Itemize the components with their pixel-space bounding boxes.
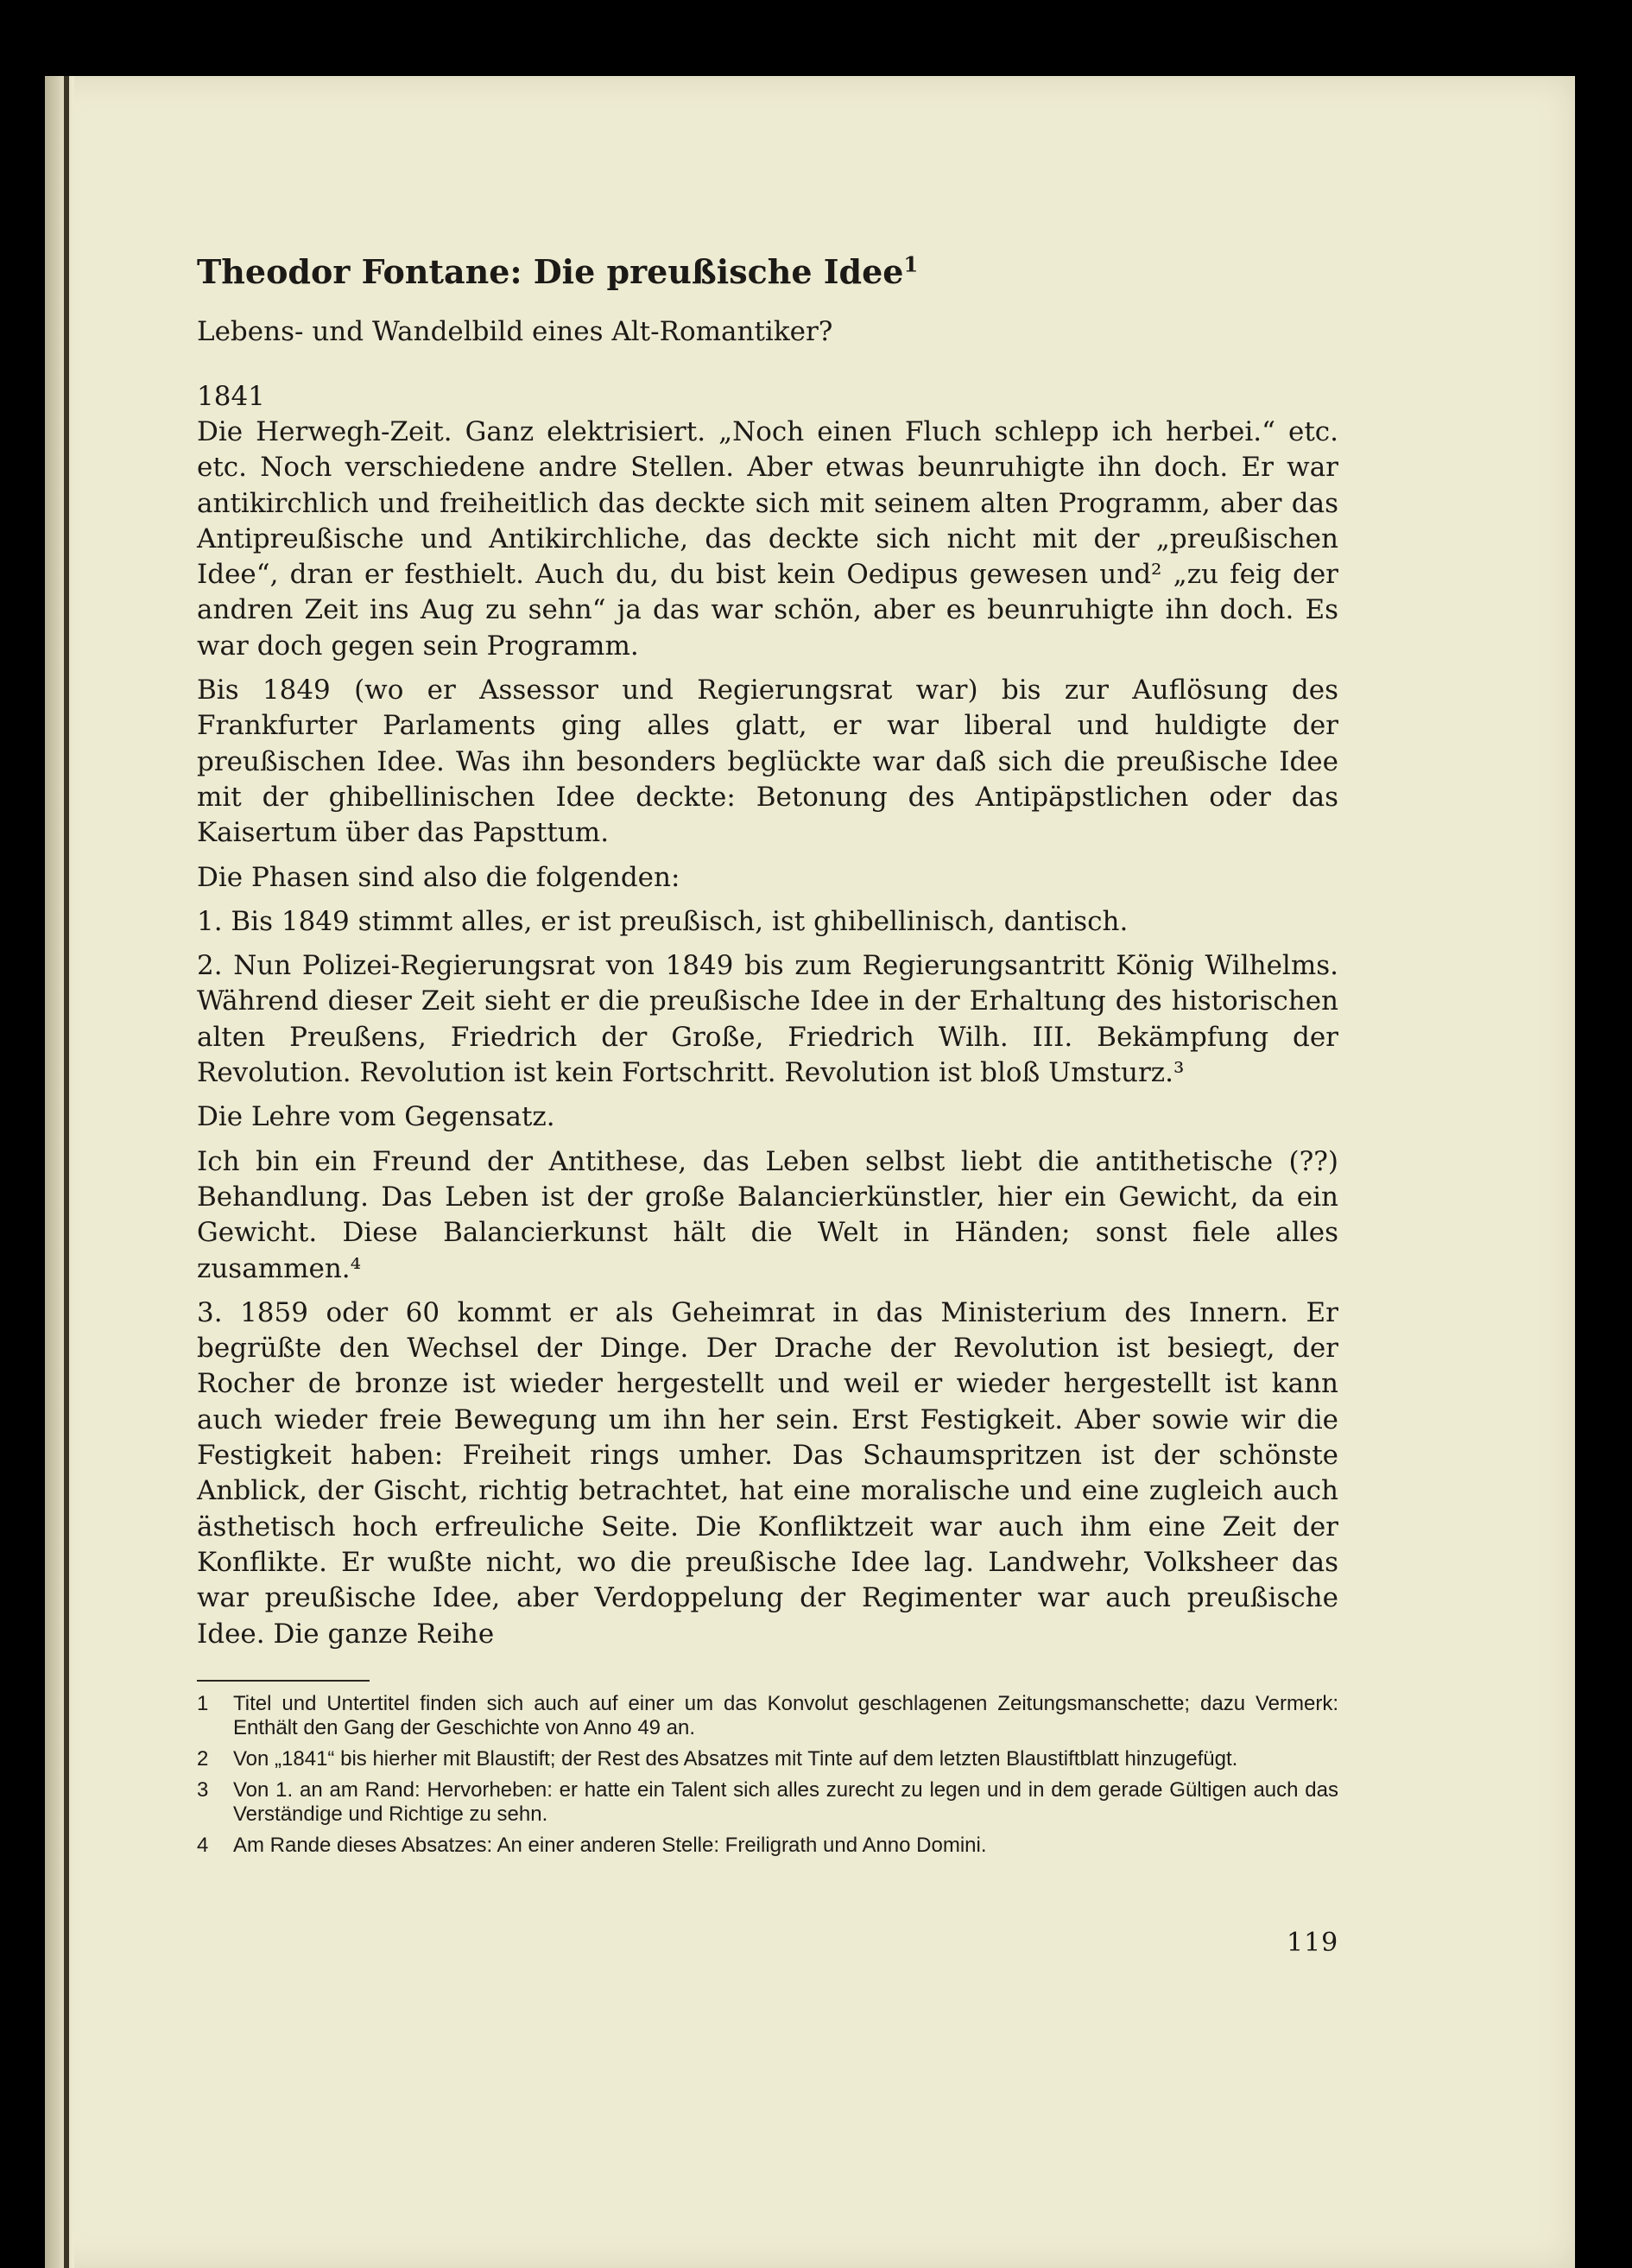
chapter-title-text: Theodor Fontane: Die preußische Idee [197, 252, 904, 291]
footnote-number: 1 [197, 1691, 209, 1715]
footnote [197, 1747, 1338, 1771]
paragraph: Bis 1849 (wo er Assessor und Regierungsrat war) bis zur Auflösung des Frankfurter Parlaments ging alles glatt, er war liberal und huldigte der preußischen Idee. Was ihn besonders beglückte war daß sich die preußische Idee mit der ghibellinischen Idee deckte: Betonung des Antipäpstlichen oder das Kaisertum über das Papsttum. [197, 675, 1338, 849]
chapter-subtitle: Lebens- und Wandelbild eines Alt-Romantiker? [197, 316, 833, 347]
title-footnote-mark: 1 [903, 251, 919, 277]
paragraph: Die Lehre vom Gegensatz. [197, 1101, 555, 1133]
book-page [45, 76, 1575, 2268]
binding-edge [64, 76, 69, 2268]
footnote-text: Am Rande dieses Absatzes: An einer anderen Stelle: Freiligrath und Anno Domini. [233, 1833, 987, 1857]
paragraph: 3. 1859 oder 60 kommt er als Geheimrat in das Ministerium des Innern. Er begrüßte den Wechsel der Dinge. Der Drache der Revolution ist besiegt, der Rocher de bronze ist wieder hergestellt und weil er wieder hergestellt ist kann auch wieder freie Bewegung um ihn her sein. Erst Festigkeit. Aber sowie wir die Festigkeit haben: Freiheit rings umher. Das Schaumspritzen ist der schönste Anblick, der Gischt, richtig betrachtet, hat eine moralische und eine zugleich auch ästhetisch hoch erfreuliche Seite. Die Konfliktzeit war auch ihm eine Zeit der Konflikte. Er wußte nicht, wo die preußische Idee lag. Landwehr, Volksheer das war preußische Idee, aber Verdoppelung der Regimenter war auch preußische Idee. Die ganze Reihe [197, 1296, 1338, 1650]
footnote [197, 1692, 1338, 1740]
page-number: 119 [1287, 1928, 1339, 1958]
footnote [197, 1778, 1338, 1827]
footnote-number: 4 [197, 1833, 209, 1857]
paragraph: Die Herwegh-Zeit. Ganz elektrisiert. „Noch einen Fluch schlepp ich herbei.“ etc. etc. Noch verschiedene andre Stellen. Aber etwas beunruhigte ihn doch. Er war antikirchlich und freiheitlich das deckte sich mit seinem alten Programm, aber das Antipreußische und Antikirchliche, das deckte sich nicht mit der „preußischen Idee“, dran er festhielt. Auch du, du bist kein Oedipus gewesen und² „zu feig der andren Zeit ins Aug zu sehn“ ja das war schön, aber es beunruhigte ihn doch. Es war doch gegen sein Programm. [197, 416, 1338, 662]
footnote-divider [197, 1680, 370, 1682]
footnote-number: 3 [197, 1777, 209, 1802]
footnote-text: Von 1. an am Rand: Hervorheben: er hatte ein Talent sich alles zurecht zu legen und in dem gerade Gültigen auch das Verständige und Richtige zu sehn. [233, 1777, 1338, 1826]
year-heading: 1841 [197, 381, 265, 412]
chapter-title [197, 249, 1338, 295]
paragraph: 1. Bis 1849 stimmt alles, er ist preußisch, ist ghibellinisch, dantisch. [197, 905, 1129, 937]
paragraph: 2. Nun Polizei-Regierungsrat von 1849 bis zum Regierungsantritt König Wilhelms. Während dieser Zeit sieht er die preußische Idee in der Erhaltung des historischen alten Preußens, Friedrich der Große, Friedrich Wilh. III. Bekämpfung der Revolution. Revolution ist kein Fortschritt. Revolution ist bloß Umsturz.³ [197, 950, 1338, 1089]
paragraph: Die Phasen sind also die folgenden: [197, 861, 680, 893]
page-content [197, 249, 1338, 1865]
footnote-text: Von „1841“ bis hierher mit Blaustift; der Rest des Absatzes mit Tinte auf dem letzten Blaustiftblatt hinzugefügt. [233, 1746, 1238, 1771]
footnote [197, 1834, 1338, 1858]
footnote-text: Titel und Untertitel finden sich auch auf einer um das Konvolut geschlagenen Zeitungsmanschette; dazu Vermerk: Enthält den Gang der Geschichte von Anno 49 an. [233, 1691, 1338, 1739]
page-gutter [45, 76, 74, 2268]
footnote-number: 2 [197, 1746, 209, 1771]
paragraph: Ich bin ein Freund der Antithese, das Leben selbst liebt die antithetische (??) Behandlung. Das Leben ist der große Balancierkünstler, hier ein Gewicht, da ein Gewicht. Diese Balancierkunst hält die Welt in Händen; sonst fiele alles zusammen.⁴ [197, 1145, 1338, 1284]
